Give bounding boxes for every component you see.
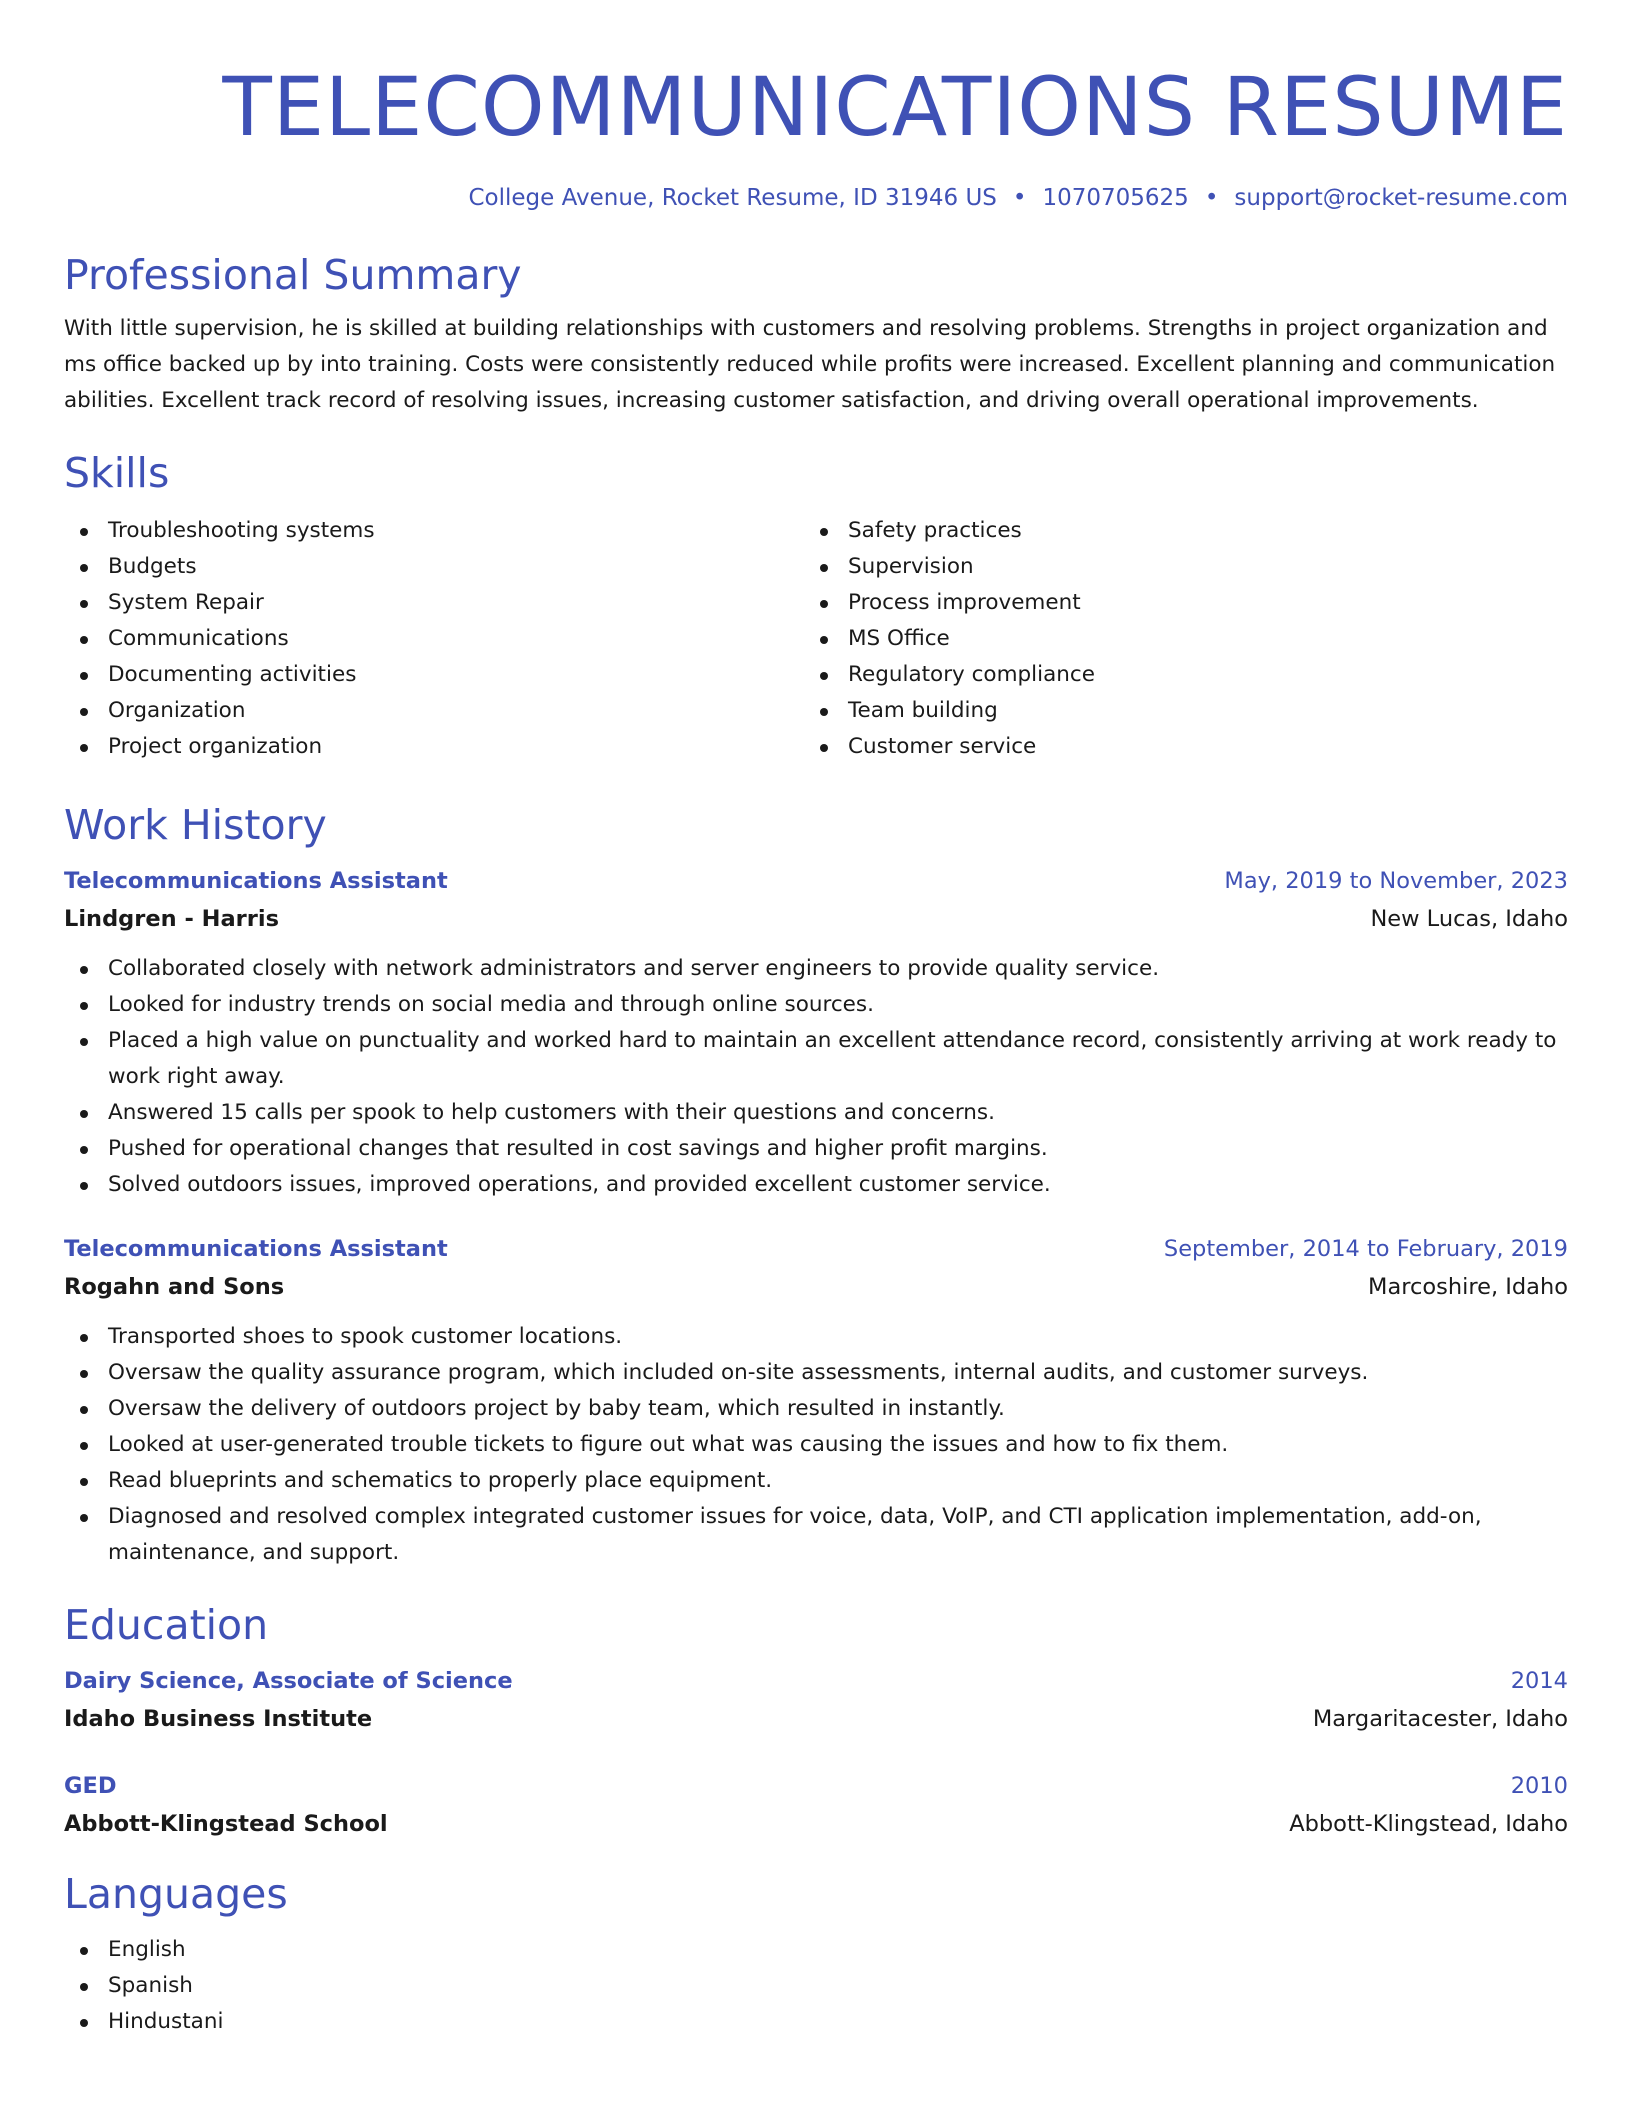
education-entry (64, 1663, 1568, 1739)
education-section (64, 1599, 1568, 1844)
education-header-row (64, 1663, 1568, 1699)
job-bullets (64, 1319, 1568, 1571)
skill-item: Budgets (64, 549, 804, 585)
job-entry (64, 863, 1568, 1203)
job-bullet: Transported shoes to spook customer locations. (64, 1319, 1568, 1355)
education-degree: GED (64, 1773, 117, 1799)
skill-item: Supervision (804, 549, 1544, 585)
skills-list-left (64, 513, 804, 765)
language-item: Hindustani (64, 2004, 1568, 2040)
job-entry (64, 1231, 1568, 1571)
section-title-summary: Professional Summary (64, 251, 522, 299)
education-location: Margaritacester, Idaho (1312, 1706, 1568, 1732)
job-bullet: Solved outdoors issues, improved operations, and provided excellent customer service. (64, 1167, 1568, 1203)
job-dates: September, 2014 to February, 2019 (1163, 1236, 1568, 1262)
skill-item: Communications (64, 621, 804, 657)
education-school-row (64, 1804, 1568, 1844)
job-bullet: Placed a high value on punctuality and worked hard to maintain an excellent attendance record, consistently arriving at work ready to work right away. (64, 1023, 1568, 1095)
job-header-row (64, 1231, 1568, 1267)
job-header-row (64, 863, 1568, 899)
education-location: Abbott-Klingstead, Idaho (1289, 1811, 1568, 1837)
section-title-work: Work History (64, 801, 327, 849)
education-entry (64, 1768, 1568, 1844)
skill-item: Safety practices (804, 513, 1544, 549)
skill-item: Documenting activities (64, 657, 804, 693)
languages-list (64, 1932, 1568, 2040)
skill-item: Process improvement (804, 585, 1544, 621)
skill-item: Customer service (804, 729, 1544, 765)
job-bullet: Pushed for operational changes that resulted in cost savings and higher profit margins. (64, 1131, 1568, 1167)
section-title-languages: Languages (64, 1870, 288, 1918)
summary-text: With little supervision, he is skilled at building relationships with customers and resolving problems. Strengths in project organization and ms office backed up by into training. Costs were consistently reduced while profits were increased. Excellent planning and communication abilities. Excellent track record of resolving issues, increasing customer satisfaction, and driving overall operational improvements. (64, 316, 1556, 413)
job-bullet: Oversaw the delivery of outdoors project by baby team, which resulted in instantly. (64, 1391, 1568, 1427)
education-school: Idaho Business Institute (64, 1706, 373, 1732)
job-bullet: Read blueprints and schematics to properly place equipment. (64, 1463, 1568, 1499)
resume-header (64, 58, 1568, 215)
skill-item: System Repair (64, 585, 804, 621)
job-company-row (64, 899, 1568, 939)
language-item: English (64, 1932, 1568, 1968)
job-dates: May, 2019 to November, 2023 (1224, 868, 1568, 894)
job-company: Lindgren - Harris (64, 906, 279, 932)
job-bullet: Diagnosed and resolved complex integrated customer issues for voice, data, VoIP, and CTI application implementation, add-on, maintenance, and support. (64, 1499, 1568, 1571)
education-school: Abbott-Klingstead School (64, 1811, 388, 1837)
job-bullets (64, 951, 1568, 1203)
education-year: 2010 (1510, 1773, 1568, 1799)
job-role: Telecommunications Assistant (64, 1236, 448, 1262)
education-school-row (64, 1699, 1568, 1739)
job-location: Marcoshire, Idaho (1368, 1274, 1568, 1300)
skill-item: Organization (64, 693, 804, 729)
contact-email[interactable]: support@rocket-resume.com (1234, 185, 1568, 211)
skill-item: Team building (804, 693, 1544, 729)
skills-list-right (804, 513, 1544, 765)
skill-item: MS Office (804, 621, 1544, 657)
job-bullet: Oversaw the quality assurance program, which included on-site assessments, internal audits, and customer surveys. (64, 1355, 1568, 1391)
section-title-education: Education (64, 1601, 269, 1649)
language-item: Spanish (64, 1968, 1568, 2004)
job-bullet: Looked for industry trends on social media and through online sources. (64, 987, 1568, 1023)
job-location: New Lucas, Idaho (1370, 906, 1568, 932)
job-bullet: Answered 15 calls per spook to help customers with their questions and concerns. (64, 1095, 1568, 1131)
contact-address: College Avenue, Rocket Resume, ID 31946 US (468, 185, 997, 211)
skill-item: Regulatory compliance (804, 657, 1544, 693)
skill-item: Project organization (64, 729, 804, 765)
contact-line (64, 181, 1568, 215)
skills-columns (64, 513, 1568, 765)
summary-section (64, 249, 1568, 419)
job-company-row (64, 1267, 1568, 1307)
contact-separator: • (1204, 185, 1219, 211)
skills-section (64, 447, 1568, 765)
section-title-skills: Skills (64, 449, 170, 497)
education-header-row (64, 1768, 1568, 1804)
education-degree: Dairy Science, Associate of Science (64, 1668, 513, 1694)
resume-title: TELECOMMUNICATIONS RESUME (222, 61, 1568, 155)
skill-item: Troubleshooting systems (64, 513, 804, 549)
job-company: Rogahn and Sons (64, 1274, 285, 1300)
contact-phone: 1070705625 (1042, 185, 1189, 211)
job-bullet: Looked at user-generated trouble tickets to figure out what was causing the issues and how to fix them. (64, 1427, 1568, 1463)
contact-separator: • (1012, 185, 1027, 211)
languages-section (64, 1868, 1568, 2040)
job-role: Telecommunications Assistant (64, 868, 448, 894)
work-section (64, 799, 1568, 1571)
education-year: 2014 (1510, 1668, 1568, 1694)
job-bullet: Collaborated closely with network administrators and server engineers to provide quality service. (64, 951, 1568, 987)
